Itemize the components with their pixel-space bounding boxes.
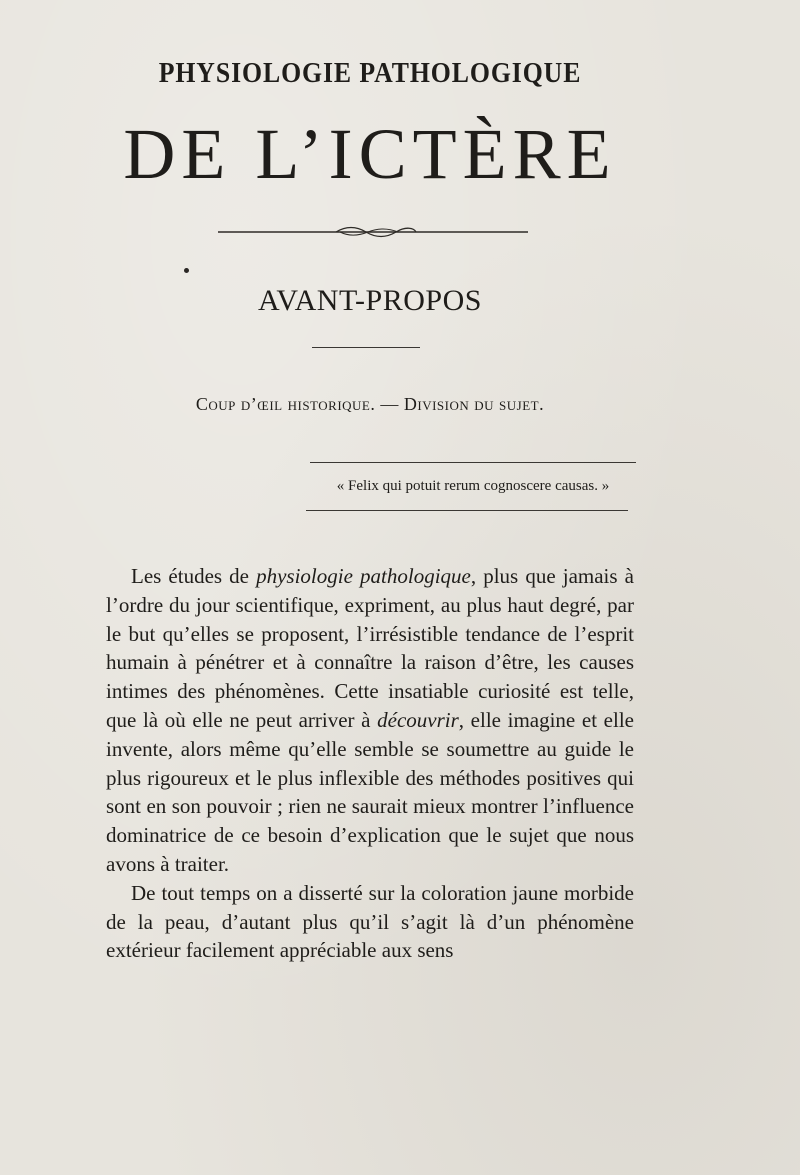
epigraph-rule-top: [310, 462, 636, 463]
epigraph: « Felix qui potuit rerum cognoscere causas. »: [336, 478, 610, 494]
paragraph-1-part-b: , plus que jamais à l’ordre du jour scientifique, expriment, au plus haut degré, par le but qu’elles se proposent, l’irrésistible tendance de l’esprit humain à pénétrer et à connaître la raison d’être, les causes intimes des phénomènes. Cette insatiable curiosité est telle, que là où elle ne peut arriver à: [106, 564, 634, 732]
chapter-summary: Coup d’œil historique. — Division du sujet.: [195, 394, 545, 414]
paragraph-1-emphasis-2: découvrir: [377, 707, 459, 732]
section-heading: AVANT-PROPOS: [258, 284, 482, 317]
book-subtitle: PHYSIOLOGIE PATHOLOGIQUE: [158, 58, 582, 89]
paragraph-1-emphasis-1: physiologie pathologique: [256, 564, 471, 588]
epigraph-rule-bottom: [306, 510, 628, 511]
paragraph-1-part-c: , elle imagine et elle invente, alors même qu’elle semble se soumettre au guide le plus rigoureux et le plus inflexible des méthodes positives qui sont en son pouvoir ; rien ne saurait mieux montrer l’influence dominatrice de ce besoin d’explication que le sujet que nous avons à traiter.: [106, 707, 634, 876]
book-title: DE L’ICTÈRE: [123, 114, 617, 194]
paragraph-1: [106, 562, 634, 879]
heading-underline: [312, 347, 420, 348]
ink-speck: [184, 268, 189, 273]
ornamental-rule: [218, 225, 528, 239]
paragraph-2: De tout temps on a disserté sur la coloration jaune morbide de la peau, d’autant plus qu’il s’agit là d’un phénomène extérieur facilement appréciable aux sens: [106, 880, 634, 963]
body-text: [106, 562, 634, 965]
paragraph-1-part-a: Les études de: [131, 564, 257, 588]
